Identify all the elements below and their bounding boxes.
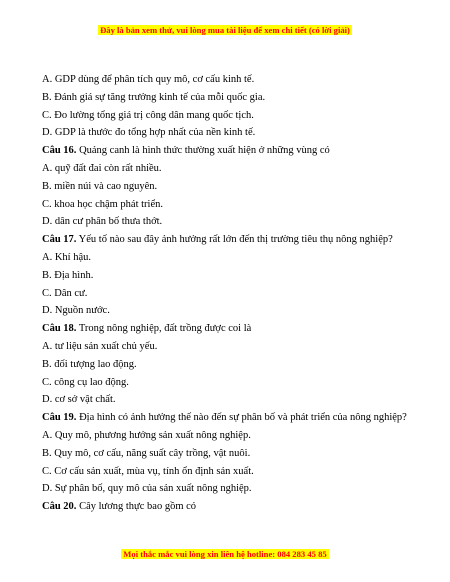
hotline-text: Mọi thắc mắc vui lòng xin liên hệ hotline: 084 283 45 85: [123, 549, 327, 559]
answer-option: C. Đo lường tổng giá trị công dân mang quốc tịch.: [42, 109, 254, 121]
answer-option: A. Khí hậu.: [42, 251, 91, 263]
answer-option: C. công cụ lao động.: [42, 376, 129, 388]
question-line: [42, 231, 442, 249]
question-line: [42, 142, 442, 160]
answer-option: B. miền núi và cao nguyên.: [42, 180, 158, 192]
answer-option: C. Cơ cấu sản xuất, mùa vụ, tính ổn định sản xuất.: [42, 465, 254, 477]
question-list: [42, 71, 442, 516]
question-text: Trong nông nghiệp, đất trồng được coi là: [76, 323, 252, 335]
answer-option: A. tư liệu sản xuất chủ yếu.: [42, 340, 158, 352]
question-line: [42, 409, 442, 427]
answer-option: D. GDP là thước đo tổng hợp nhất của nền kinh tế.: [42, 127, 256, 139]
answer-option: D. cơ sở vật chất.: [42, 394, 116, 406]
question-text: Quảng canh là hình thức thường xuất hiện ở những vùng có: [76, 145, 330, 157]
answer-option: A. GDP dùng để phân tích quy mô, cơ cấu kinh tế.: [42, 74, 255, 85]
question-number: Câu 18.: [42, 323, 77, 335]
answer-option: C. khoa học chậm phát triển.: [42, 198, 164, 210]
answer-option: A. Quy mô, phương hướng sản xuất nông nghiệp.: [42, 429, 251, 441]
question-text: Địa hình có ảnh hưởng thế nào đến sự phân bố và phát triển của nông nghiệp?: [76, 412, 407, 424]
answer-option: D. Nguồn nước.: [42, 305, 110, 317]
question-number: Câu 16.: [42, 145, 77, 157]
answer-option: D. Sự phân bố, quy mô của sản xuất nông nghiệp.: [42, 483, 252, 495]
answer-option: B. Đánh giá sự tăng trưởng kinh tế của mỗi quốc gia.: [42, 91, 266, 103]
hotline-banner: [0, 549, 450, 560]
answer-option: A. quỹ đất đai còn rất nhiều.: [42, 162, 162, 174]
question-number: Câu 19.: [42, 412, 77, 424]
preview-notice-text: Đây là bản xem thử, vui lòng mua tài liệu để xem chi tiết (có lời giải): [100, 25, 350, 35]
answer-option: B. đối tượng lao động.: [42, 358, 137, 370]
question-line: [42, 320, 442, 338]
answer-option: B. Địa hình.: [42, 269, 94, 281]
preview-notice-banner: [0, 25, 450, 36]
question-line: [42, 498, 442, 516]
question-text: Yếu tố nào sau đây ảnh hưởng rất lớn đến thị trường tiêu thụ nông nghiệp?: [76, 234, 393, 246]
question-number: Câu 20.: [42, 501, 77, 513]
answer-option: D. dân cư phân bố thưa thớt.: [42, 216, 163, 228]
answer-option: B. Quy mô, cơ cấu, năng suất cây trồng, vật nuôi.: [42, 447, 251, 459]
question-text: Cây lương thực bao gồm có: [76, 501, 197, 513]
question-number: Câu 17.: [42, 234, 77, 246]
answer-option: C. Dân cư.: [42, 287, 88, 299]
